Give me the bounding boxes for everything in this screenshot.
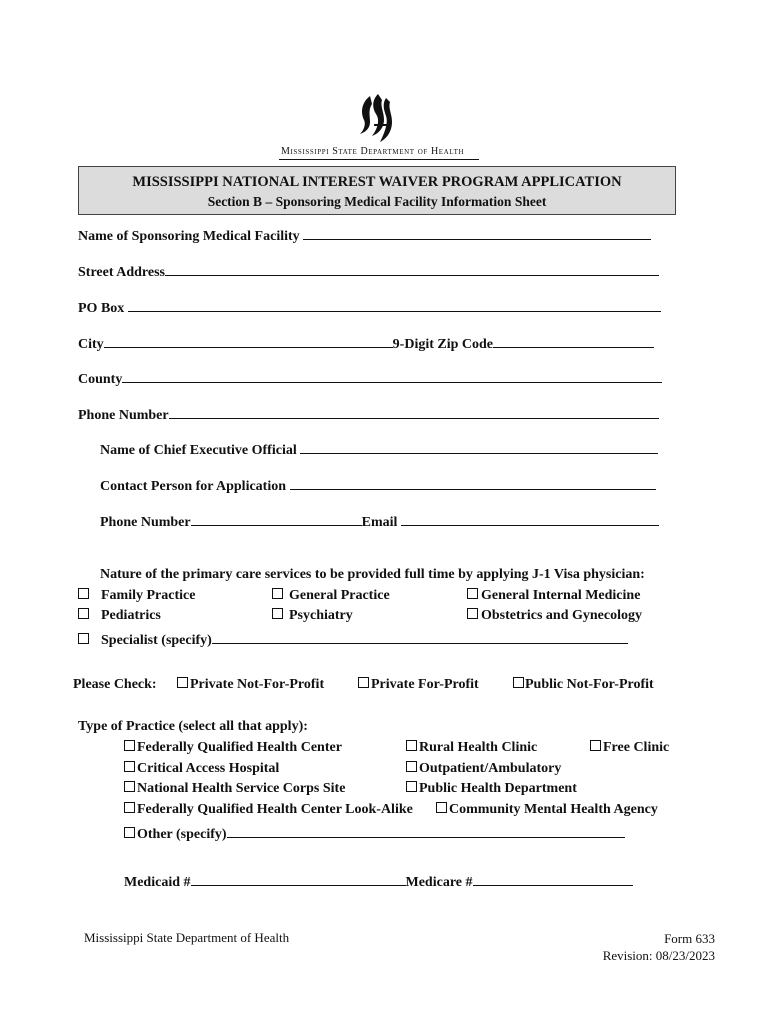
field-email-label: Email [361,515,398,530]
checkbox-private-fp[interactable]: Private For-Profit [358,677,479,693]
contact-phone-input[interactable] [191,511,362,526]
checkbox-family-practice[interactable]: Family Practice [78,588,195,604]
field-street-address[interactable] [78,261,659,281]
po-box-input[interactable] [128,297,661,312]
logo-divider [279,159,479,160]
page-title: MISSISSIPPI NATIONAL INTEREST WAIVER PROGRAM APPLICATION [132,174,622,190]
checkbox-icon[interactable] [78,633,89,644]
checkbox-icon[interactable] [124,802,135,813]
field-medicaid-medicare[interactable] [124,871,633,891]
checkbox-icon[interactable] [590,740,601,751]
checkbox-fqhc[interactable]: Federally Qualified Health Center [124,740,342,756]
email-input[interactable] [401,511,659,526]
field-zip-label: 9-Digit Zip Code [392,337,494,352]
field-facility-name-label: Name of Sponsoring Medical Facility [78,229,300,244]
specialist-input[interactable] [212,629,628,644]
checkbox-icon[interactable] [124,740,135,751]
footer-revision: Revision: 08/23/2023 [602,948,715,963]
field-ceo-name-label: Name of Chief Executive Official [100,443,297,458]
practice-type-label: Type of Practice (select all that apply): [78,719,308,734]
field-city-zip[interactable] [78,333,654,353]
checkbox-critical-access[interactable]: Critical Access Hospital [124,761,279,777]
contact-person-input[interactable] [290,475,656,490]
checkbox-free-clinic[interactable]: Free Clinic [590,740,669,756]
services-prompt: Nature of the primary care services to be provided full time by applying J-1 Visa physician: [100,567,645,582]
field-county-label: County [78,372,123,387]
checkbox-icon[interactable] [406,781,417,792]
phone-input[interactable] [169,404,659,419]
checkbox-general-internal-medicine[interactable]: General Internal Medicine [467,588,640,604]
medicare-input[interactable] [473,871,633,886]
ceo-name-input[interactable] [300,439,658,454]
street-address-input[interactable] [165,261,659,276]
county-input[interactable] [122,368,662,383]
field-contact-phone-label: Phone Number [100,515,191,530]
checkbox-public-nfp[interactable]: Public Not-For-Profit [513,677,654,693]
field-contact-person-label: Contact Person for Application [100,479,287,494]
checkbox-icon[interactable] [78,608,89,619]
checkbox-private-nfp[interactable]: Private Not-For-Profit [177,677,324,693]
field-contact-person[interactable] [100,475,656,495]
please-check-label: Please Check: [73,677,157,692]
checkbox-icon[interactable] [467,608,478,619]
footer-form-info [560,930,715,964]
checkbox-icon[interactable] [406,740,417,751]
other-input[interactable] [227,823,625,838]
field-po-box[interactable] [78,297,661,317]
checkbox-psychiatry[interactable]: Psychiatry [272,608,353,624]
field-medicaid-label: Medicaid # [124,875,191,890]
checkbox-other[interactable]: Other (specify) [124,823,625,843]
checkbox-public-health[interactable]: Public Health Department [406,781,577,797]
checkbox-icon[interactable] [513,677,524,688]
checkbox-icon[interactable] [272,608,283,619]
checkbox-icon[interactable] [124,761,135,772]
field-phone-label: Phone Number [78,408,169,423]
checkbox-outpatient[interactable]: Outpatient/Ambulatory [406,761,561,777]
checkbox-icon[interactable] [124,827,135,838]
checkbox-icon[interactable] [467,588,478,599]
checkbox-obgyn[interactable]: Obstetrics and Gynecology [467,608,642,624]
checkbox-icon[interactable] [436,802,447,813]
field-medicare-label: Medicare # [405,875,473,890]
checkbox-icon[interactable] [406,761,417,772]
field-street-address-label: Street Address [78,265,165,280]
checkbox-icon[interactable] [177,677,188,688]
checkbox-community-mental[interactable]: Community Mental Health Agency [436,802,658,818]
checkbox-icon[interactable] [272,588,283,599]
checkbox-icon[interactable] [358,677,369,688]
checkbox-pediatrics[interactable]: Pediatrics [78,608,161,624]
field-county[interactable] [78,368,662,388]
field-po-box-label: PO Box [78,301,125,316]
field-phone[interactable] [78,404,659,424]
zip-input[interactable] [493,333,654,348]
msdh-logo-icon [352,94,400,146]
field-contact-phone-email[interactable] [100,511,659,531]
checkbox-rural-clinic[interactable]: Rural Health Clinic [406,740,537,756]
city-input[interactable] [104,333,393,348]
checkbox-specialist[interactable]: Specialist (specify) [78,629,628,649]
checkbox-icon[interactable] [78,588,89,599]
medicaid-input[interactable] [191,871,406,886]
checkbox-nhsc[interactable]: National Health Service Corps Site [124,781,345,797]
title-box [78,166,676,215]
checkbox-general-practice[interactable]: General Practice [272,588,390,604]
checkbox-icon[interactable] [124,781,135,792]
field-facility-name[interactable] [78,225,651,245]
field-city-label: City [78,337,104,352]
facility-name-input[interactable] [303,225,651,240]
footer-org: Mississippi State Department of Health [84,930,290,945]
page-subtitle: Section B – Sponsoring Medical Facility Information Sheet [207,194,547,209]
field-ceo-name[interactable] [100,439,658,459]
checkbox-fqhc-lookalike[interactable]: Federally Qualified Health Center Look-Alike [124,802,413,818]
logo-org-name: Mississippi State Department of Health [281,146,465,157]
footer-form-number: Form 633 [664,931,715,946]
